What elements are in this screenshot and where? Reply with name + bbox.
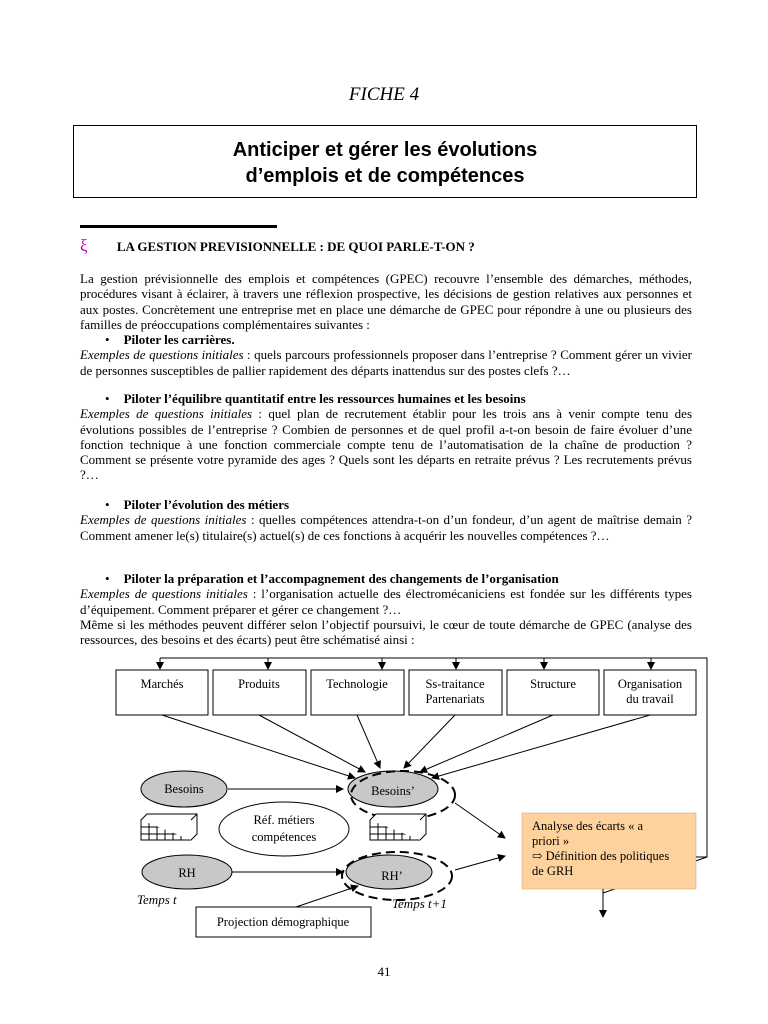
table-icon	[141, 814, 197, 840]
section-heading-text: LA GESTION PREVISIONNELLE : DE QUOI PARLE-T-ON ?	[116, 239, 475, 254]
temps-t1-label: Temps t+1	[392, 896, 447, 911]
item-title: • Piloter les carrières.	[80, 332, 692, 347]
projection-label: Projection démographique	[216, 915, 350, 929]
factor-box	[409, 670, 502, 715]
item-lead: Exemples de questions initiales	[80, 347, 244, 363]
item-lead: Exemples de questions initiales	[80, 406, 253, 422]
item-text: : quel plan de recrutement établir pour les trois ans à venir compte tenu des évolutions possibles de l’entreprise ? Combien de personnes et de quel profil a-t-on besoin de faire évoluer d’une fonction technique à une fonction commerciale compte tenu de l’automatisation de la chaîne de production ? Comment se présente votre pyramide des ages ? Quels sont les départs en retraite prévus ? Les recrutements prévus ?…	[80, 406, 692, 483]
factor-label: Technologie	[326, 677, 388, 691]
besoins-prime-label: Besoins’	[371, 784, 415, 798]
item-text: : quelles compétences attendra-t-on d’un fondeur, d’un agent de maîtrise demain ? Comment amener le(s) titulaire(s) actuel(s) de ces fonctions à acquérir les nouvelles compétences ?…	[80, 512, 692, 543]
intro-text: La gestion prévisionnelle des emplois et compétences (GPEC) recouvre l’ensemble des démarches, méthodes, procédures visant à éclairer, à travers une réflexion prospective, les décisions de gestion relatives aux personnes et aux postes. Concrètement une entreprise met en place une démarche de GPEC pour répondre à une ou plusieurs des familles de préoccupations complémentaires suivantes :	[80, 271, 692, 332]
table-icon	[370, 814, 426, 840]
ref-label: Réf. métiers	[253, 813, 315, 827]
analyse-label: priori »	[532, 834, 570, 848]
item-text: : quels parcours professionnels proposer dans l’entreprise ? Comment gérer un vivier de personnes susceptibles de pallier rapidement des départs inattendus sur des postes clefs ?…	[80, 347, 692, 378]
section-bullet-icon: ξ	[80, 236, 88, 255]
fiche-label: FICHE 4	[348, 84, 420, 105]
closing-text: Même si les méthodes peuvent différer selon l’objectif poursuivi, le cœur de toute démarche de GPEC (analyse des ressources, des besoins et des écarts) peut être schématisé ainsi :	[80, 616, 692, 648]
ref-label: compétences	[251, 830, 317, 844]
factor-label: Organisation	[617, 677, 683, 691]
factor-box	[604, 670, 696, 715]
item-title: • Piloter la préparation et l’accompagnement des changements de l’organisation	[80, 571, 692, 586]
analyse-label: Analyse des écarts « a	[532, 819, 644, 833]
rh-label: RH	[178, 866, 196, 880]
factor-label: Partenariats	[425, 692, 485, 706]
analyse-label: de GRH	[532, 864, 574, 878]
temps-t-label: Temps t	[137, 892, 177, 907]
item-title: • Piloter l’évolution des métiers	[80, 497, 692, 512]
analyse-label: ⇨ Définition des politiques	[532, 849, 670, 863]
factor-box	[116, 670, 208, 715]
factor-label: du travail	[626, 692, 674, 706]
factor-box	[311, 670, 404, 715]
factor-box	[507, 670, 599, 715]
item-lead: Exemples de questions initiales	[80, 512, 247, 528]
page-number: 41	[377, 964, 391, 979]
item-lead: Exemples de questions initiales	[80, 586, 248, 602]
item-text: : l’organisation actuelle des électromécaniciens est fondée sur les différents types d’équipement. Comment préparer et gérer ce changement ?…	[80, 586, 692, 617]
rh-prime-label: RH’	[381, 869, 403, 883]
factor-label: Produits	[238, 677, 280, 691]
factor-box	[213, 670, 306, 715]
factor-label: Structure	[530, 677, 576, 691]
item-title: • Piloter l’équilibre quantitatif entre les ressources humaines et les besoins	[80, 391, 692, 406]
title-line-2: d’emplois et de compétences	[245, 165, 525, 187]
factor-label: Ss-traitance	[425, 677, 485, 691]
factor-label: Marchés	[140, 677, 184, 691]
besoins-label: Besoins	[164, 782, 204, 796]
title-line-1: Anticiper et gérer les évolutions	[232, 139, 538, 161]
